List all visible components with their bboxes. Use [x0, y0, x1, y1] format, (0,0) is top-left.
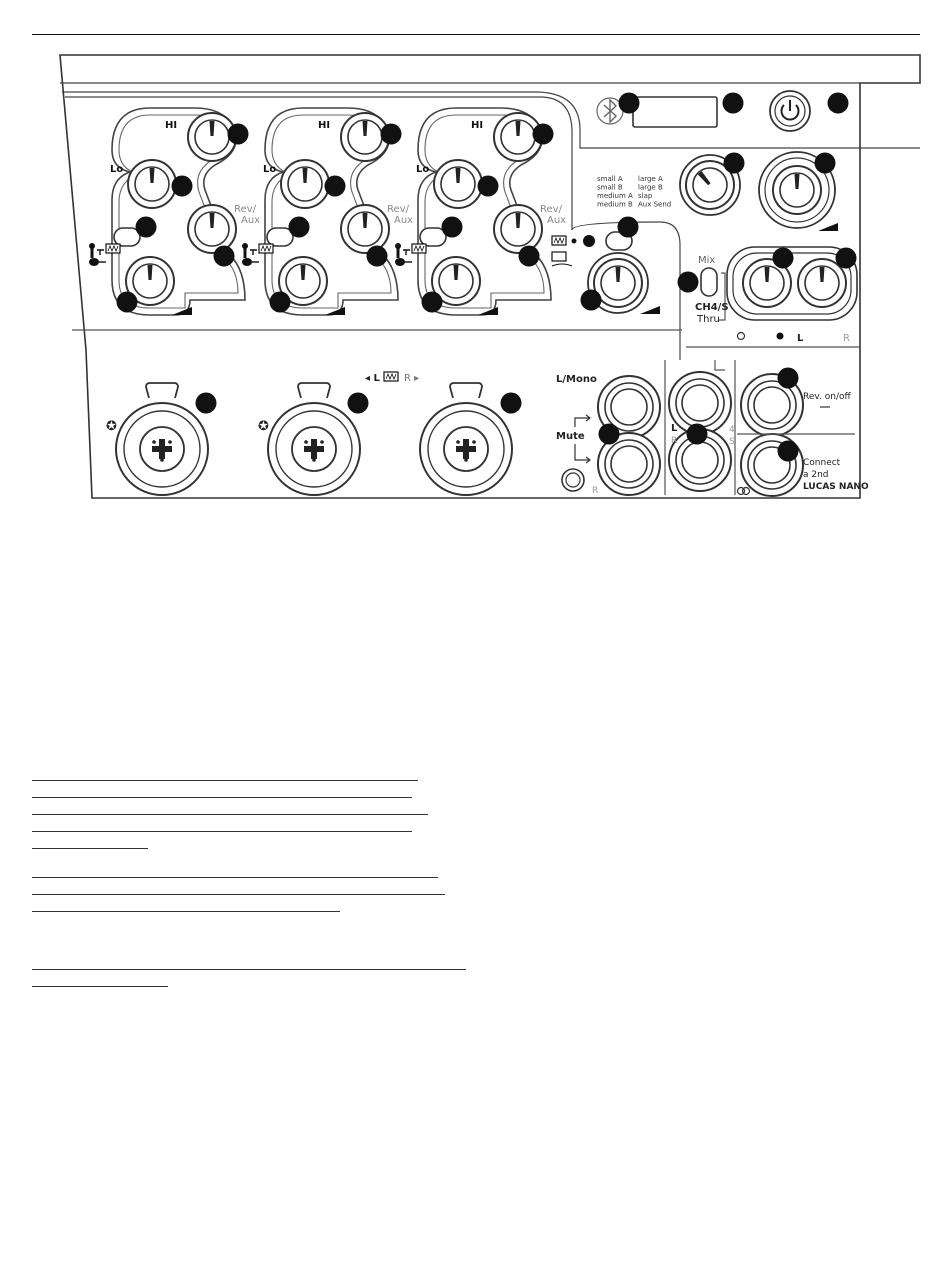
phantom-power-icon: ✪ [258, 419, 269, 434]
callout-badge [678, 272, 699, 293]
callout-badge [325, 176, 346, 197]
reverb-program-label: large B [638, 183, 663, 192]
callout-badge [836, 248, 857, 269]
reverb-program-label: slap [638, 192, 653, 200]
redacted-line [32, 911, 340, 912]
callout-badge [724, 153, 745, 174]
source-select-button[interactable] [114, 228, 140, 246]
callout-badge [723, 93, 744, 114]
callout-badge [773, 248, 794, 269]
sub-4-label: 4 [729, 425, 735, 435]
xlr-input-3[interactable] [420, 383, 512, 495]
bt-source-icons [552, 235, 595, 266]
callout-badge [599, 424, 620, 445]
rev-aux-knob[interactable] [188, 205, 236, 253]
led-off-icon [738, 333, 745, 340]
sub-s-label: S [729, 437, 735, 447]
hi-label: HI [318, 120, 331, 131]
lo-label: Lo [110, 164, 124, 175]
mute-label: Mute [556, 431, 585, 442]
lo-eq-knob[interactable] [281, 160, 329, 208]
source-type-icons [89, 243, 120, 266]
callout-badge [778, 441, 799, 462]
redacted-line [32, 894, 445, 895]
callout-badge [228, 124, 249, 145]
reverb-program-label: large A [638, 175, 663, 183]
rev-label: Rev/ [234, 204, 256, 215]
callout-badge [442, 217, 463, 238]
callout-badge [478, 176, 499, 197]
reverb-program-label: medium A [597, 192, 633, 200]
sub-r-label: R [671, 436, 678, 446]
source-type-icons [395, 243, 426, 266]
mix-selector-button[interactable] [701, 268, 717, 296]
aux-label: Aux [394, 215, 414, 226]
reverb-program-label: small A [597, 175, 623, 183]
monitor-right-knob[interactable] [798, 259, 846, 307]
redacted-line [32, 986, 168, 987]
callout-badge [619, 93, 640, 114]
connect-label-3: LUCAS NANO [803, 482, 869, 492]
lo-eq-knob[interactable] [128, 160, 176, 208]
redacted-line [32, 780, 418, 781]
callout-badge [533, 124, 554, 145]
callout-badge [381, 124, 402, 145]
power-button[interactable] [770, 91, 810, 131]
callout-badge [172, 176, 193, 197]
display-window [633, 97, 717, 127]
pan-right-label: R ▸ [404, 373, 420, 384]
mute-button[interactable] [562, 469, 584, 491]
xlr-input-2[interactable] [268, 383, 360, 495]
ch4s-label: CH4/S [695, 302, 729, 313]
pan-left-label: ◂ L [365, 373, 380, 384]
rev-aux-knob[interactable] [341, 205, 389, 253]
rev-aux-knob[interactable] [494, 205, 542, 253]
hi-label: HI [471, 120, 484, 131]
connect-label-1: Connect [803, 458, 841, 468]
callout-badge [581, 290, 602, 311]
redacted-line [32, 797, 412, 798]
l-mono-label: L/Mono [556, 374, 597, 385]
rev-onoff-label: Rev. on/off [803, 392, 851, 402]
callout-badge [519, 246, 540, 267]
callout-badge [270, 292, 291, 313]
source-select-button[interactable] [267, 228, 293, 246]
callout-badge [815, 153, 836, 174]
redacted-line [32, 831, 412, 832]
out-r-label: R [592, 486, 599, 496]
callout-badge [117, 292, 138, 313]
hi-label: HI [165, 120, 178, 131]
callout-badge [501, 393, 522, 414]
callout-badge [289, 217, 310, 238]
xlr-input-1[interactable] [116, 383, 208, 495]
callout-badge [348, 393, 369, 414]
lo-eq-knob[interactable] [434, 160, 482, 208]
mix-label: Mix [698, 255, 716, 266]
stereo-link-icon [384, 372, 398, 381]
link-icon [738, 488, 750, 495]
callout-badge [618, 217, 639, 238]
sub-l-label: L [671, 423, 678, 434]
reverb-program-label: small B [597, 183, 623, 192]
aux-label: Aux [241, 215, 261, 226]
reverb-program-label: Aux Send [638, 200, 672, 209]
callout-badge [367, 246, 388, 267]
rev-label: Rev/ [387, 204, 409, 215]
redacted-line [32, 814, 428, 815]
source-select-button[interactable] [420, 228, 446, 246]
callout-badge [136, 217, 157, 238]
aux-label: Aux [547, 215, 567, 226]
callout-badge [778, 368, 799, 389]
phantom-power-icon: ✪ [106, 419, 117, 434]
lo-label: Lo [263, 164, 277, 175]
mixer-panel-diagram [0, 0, 950, 520]
monitor-l-label: L [797, 333, 804, 344]
redacted-line [32, 877, 438, 878]
monitor-r-label: R [843, 333, 850, 344]
callout-badge [828, 93, 849, 114]
source-type-icons [242, 243, 273, 266]
lo-label: Lo [416, 164, 430, 175]
callout-badge [214, 246, 235, 267]
thru-label: Thru [697, 314, 720, 325]
redacted-line [32, 848, 148, 849]
connect-label-2: a 2nd [803, 470, 829, 480]
reverb-program-label: medium B [597, 200, 633, 209]
led-on-icon [777, 333, 784, 340]
callout-badge [687, 424, 708, 445]
callout-badge [196, 393, 217, 414]
redacted-line [32, 969, 466, 970]
callout-badge [422, 292, 443, 313]
rev-label: Rev/ [540, 204, 562, 215]
